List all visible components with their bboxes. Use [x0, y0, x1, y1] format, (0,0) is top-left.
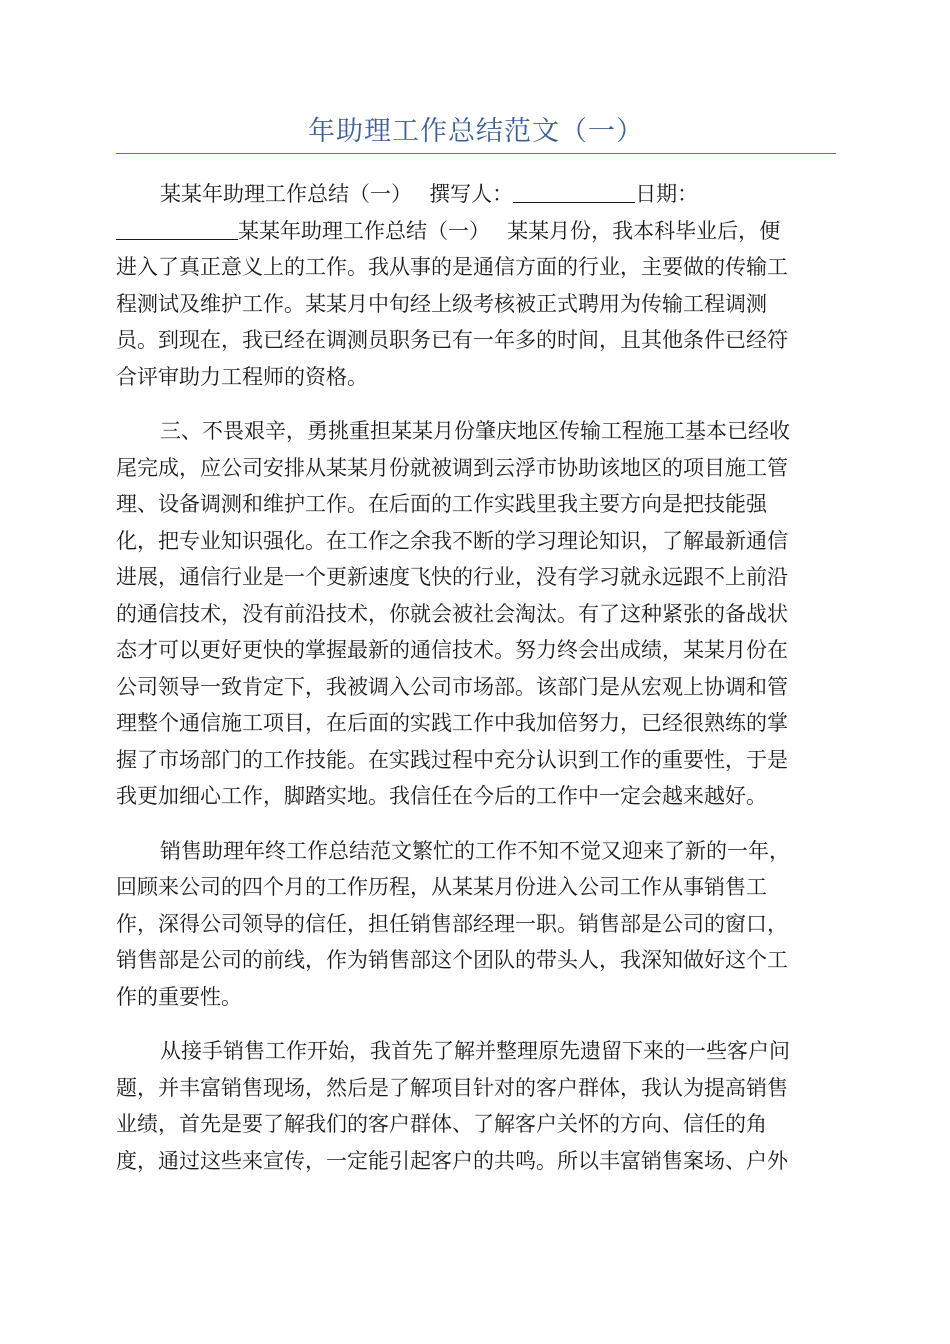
document-body: [116, 176, 836, 1197]
text-run: 从接手销售工作开始，我首先了解并整理原先遗留下来的一些客户问: [160, 1039, 790, 1063]
text-run: 态才可以更好更快的掌握最新的通信技术。努力终会出成绩，某某月份在: [116, 638, 788, 662]
text-run: 员。到现在，我已经在调测员职务已有一年多的时间，且其他条件已经符: [116, 328, 788, 352]
text-line: [116, 869, 836, 906]
text-line: [116, 1033, 836, 1070]
text-line: [116, 742, 836, 779]
document-title: 年助理工作总结范文（一）: [308, 116, 644, 147]
text-run: 某某年助理工作总结（一） 某某月份，我本科毕业后，便: [238, 218, 781, 243]
text-run: 作的重要性。: [116, 984, 242, 1009]
text-line: [116, 906, 836, 943]
title-underline: [116, 153, 836, 154]
paragraph: [116, 1033, 836, 1179]
text-run: 进展，通信行业是一个更新速度飞快的行业，没有学习就永远跟不上前沿: [116, 565, 788, 589]
text-line: [116, 1143, 836, 1180]
text-line: [116, 1106, 836, 1143]
text-run: 某某年助理工作总结（一） 撰写人：: [160, 182, 514, 206]
text-line: [116, 249, 836, 286]
text-line: [116, 322, 836, 359]
text-run: 合评审助力工程师的资格。: [116, 364, 368, 389]
text-line: [116, 778, 836, 815]
text-line: [116, 705, 836, 742]
text-line: [116, 833, 836, 870]
blank-underline-field: [513, 182, 635, 203]
text-line: [116, 596, 836, 633]
text-line: [116, 979, 836, 1016]
text-line: [116, 359, 836, 396]
text-run: 日期：: [635, 182, 699, 206]
text-run: 握了市场部门的工作技能。在实践过程中充分认识到工作的重要性，于是: [116, 747, 788, 772]
text-run: 化，把专业知识强化。在工作之余我不断的学习理论知识，了解最新通信: [116, 528, 788, 553]
text-line: [116, 632, 836, 669]
text-run: 销售部是公司的前线，作为销售部这个团队的带头人，我深知做好这个工: [116, 948, 788, 972]
text-line: [116, 176, 836, 213]
text-run: 三、不畏艰辛，勇挑重担某某月份肇庆地区传输工程施工基本已经收: [160, 419, 790, 443]
text-run: 程测试及维护工作。某某月中旬经上级考核被正式聘用为传输工程调测: [116, 291, 767, 316]
text-line: [116, 286, 836, 323]
text-line: [116, 450, 836, 487]
text-run: 度，通过这些来宣传，一定能引起客户的共鸣。所以丰富销售案场、户外: [116, 1148, 788, 1173]
paragraph: [116, 413, 836, 815]
text-run: 的通信技术，没有前沿技术，你就会被社会淘汰。有了这种紧张的备战状: [116, 601, 788, 626]
paragraph: [116, 833, 836, 1016]
text-run: 公司领导一致肯定下，我被调入公司市场部。该部门是从宏观上协调和管: [116, 674, 788, 699]
text-run: 题，并丰富销售现场，然后是了解项目针对的客户群体，我认为提高销售: [116, 1075, 788, 1100]
text-run: 回顾来公司的四个月的工作历程，从某某月份进入公司工作从事销售工: [116, 875, 767, 899]
text-run: 作，深得公司领导的信任，担任销售部经理一职。销售部是公司的窗口，: [116, 911, 788, 936]
text-run: 销售助理年终工作总结范文繁忙的工作不知不觉又迎来了新的一年，: [160, 838, 790, 863]
text-run: 进入了真正意义上的工作。我从事的是通信方面的行业，主要做的传输工: [116, 255, 788, 279]
text-run: 业绩，首先是要了解我们的客户群体、了解客户关怀的方向、信任的角: [116, 1112, 767, 1136]
paragraph: [116, 176, 836, 395]
text-run: 理、设备调测和维护工作。在后面的工作实践里我主要方向是把技能强: [116, 492, 767, 516]
text-line: [116, 413, 836, 450]
blank-underline-field: [116, 219, 238, 240]
text-run: 我更加细心工作，脚踏实地。我信任在今后的工作中一定会越来越好。: [116, 784, 767, 808]
text-line: [116, 213, 836, 250]
text-line: [116, 523, 836, 560]
text-line: [116, 559, 836, 596]
text-run: 理整个通信施工项目，在后面的实践工作中我加倍努力，已经很熟练的掌: [116, 711, 788, 735]
text-run: 尾完成，应公司安排从某某月份就被调到云浮市协助该地区的项目施工管: [116, 455, 788, 480]
text-line: [116, 942, 836, 979]
text-line: [116, 486, 836, 523]
text-line: [116, 1070, 836, 1107]
text-line: [116, 669, 836, 706]
